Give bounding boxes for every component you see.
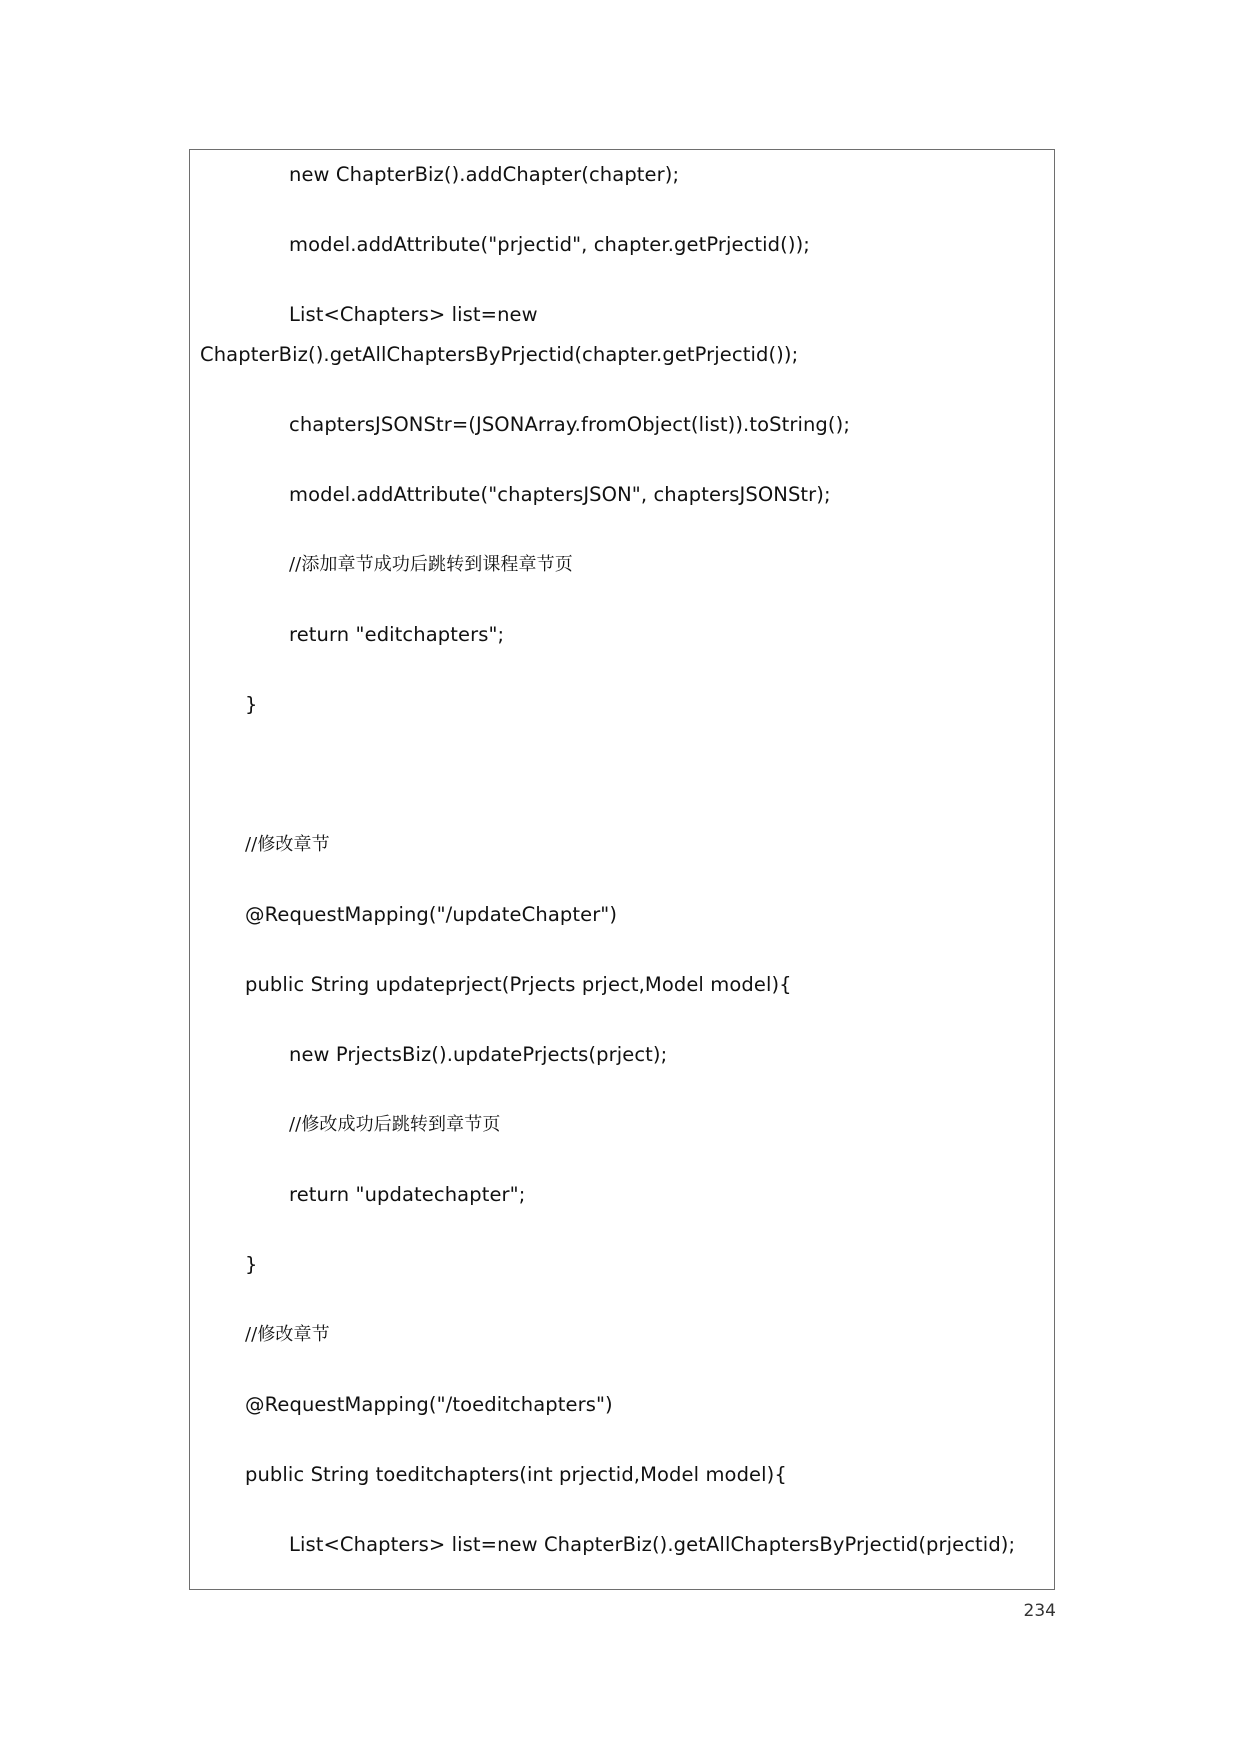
code-line: List<Chapters> list=new [289, 303, 538, 326]
closing-brace: } [245, 693, 258, 716]
code-line: new PrjectsBiz().updatePrjects(prject); [289, 1043, 668, 1066]
code-line: return "updatechapter"; [289, 1183, 526, 1206]
closing-brace: } [245, 1253, 258, 1276]
code-line: new ChapterBiz().addChapter(chapter); [289, 163, 680, 186]
code-line: public String toeditchapters(int prjectid,Model model){ [245, 1463, 787, 1486]
code-line: model.addAttribute("chaptersJSON", chaptersJSONStr); [289, 483, 831, 506]
code-line: @RequestMapping("/updateChapter") [245, 903, 618, 926]
code-comment: //添加章节成功后跳转到课程章节页 [289, 554, 573, 575]
code-line: @RequestMapping("/toeditchapters") [245, 1393, 613, 1416]
code-line: chaptersJSONStr=(JSONArray.fromObject(list)).toString(); [289, 413, 850, 436]
code-line: public String updateprject(Prjects prject,Model model){ [245, 973, 792, 996]
code-comment: //修改章节 [245, 1324, 330, 1345]
code-comment: //修改成功后跳转到章节页 [289, 1114, 501, 1135]
page-number: 234 [1023, 1601, 1056, 1621]
code-line: List<Chapters> list=new ChapterBiz().getAllChaptersByPrjectid(prjectid); [289, 1533, 1016, 1556]
code-comment: //修改章节 [245, 834, 330, 855]
code-line: model.addAttribute("prjectid", chapter.getPrjectid()); [289, 233, 810, 256]
code-line: return "editchapters"; [289, 623, 505, 646]
code-line: ChapterBiz().getAllChaptersByPrjectid(chapter.getPrjectid()); [200, 343, 799, 366]
code-listing-box [189, 149, 1055, 1590]
